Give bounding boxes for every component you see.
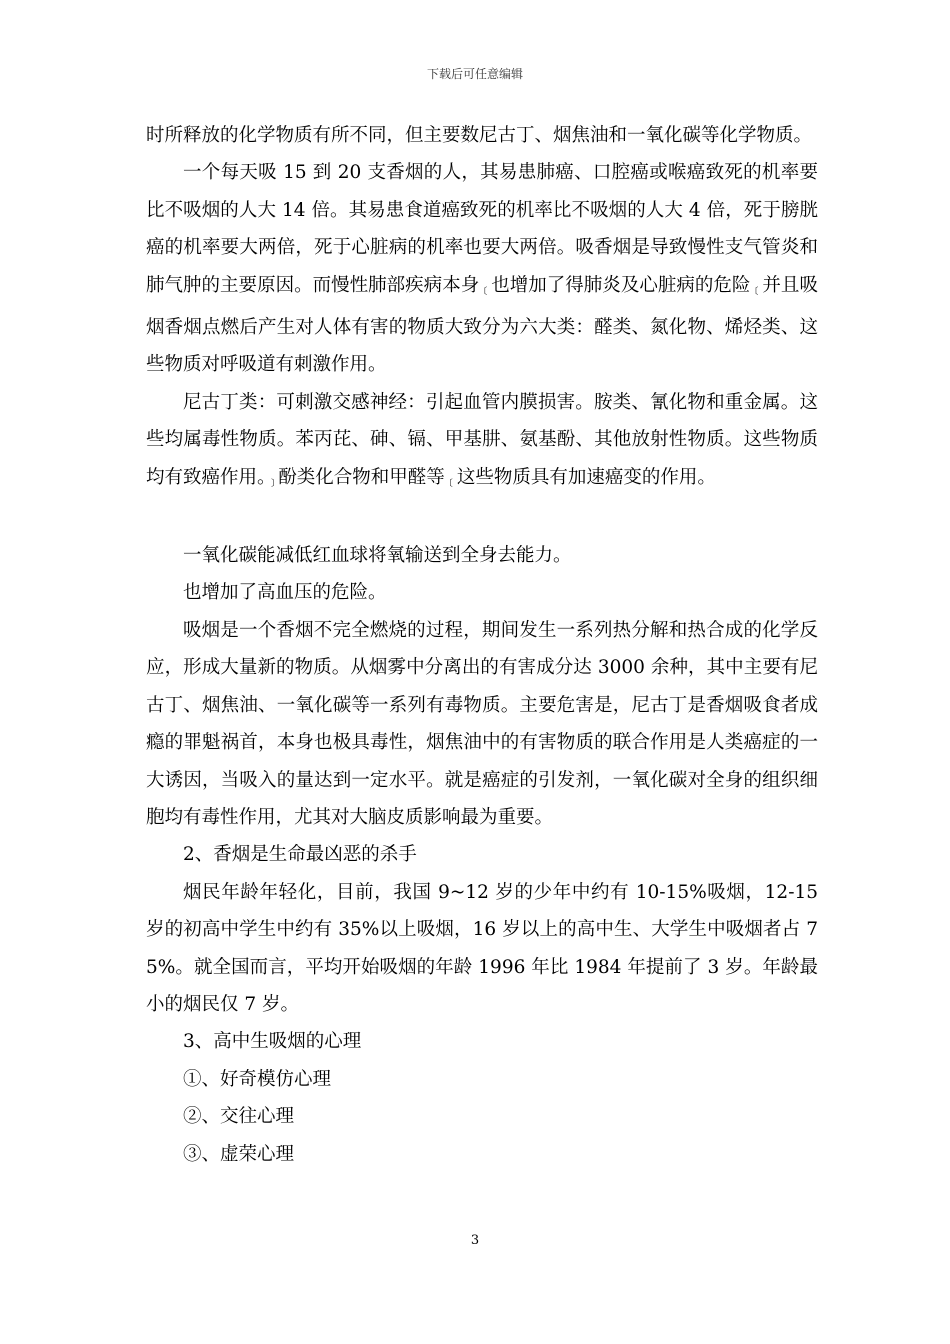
page-number: 3 <box>470 1233 480 1248</box>
paragraph-3 <box>146 384 818 501</box>
paragraph-4: 一氧化碳能减低红血球将氧输送到全身去能力。 <box>183 545 572 567</box>
bracket-mark: ﹝ <box>479 282 492 298</box>
paragraph-3-part-c: 这些物质具有加速癌变的作用。 <box>456 466 716 488</box>
paragraph-2-part-a: 一个每天吸 15 到 20 支香烟的人，其易患肺癌、口腔癌或喉癌致死的机率要比不吸烟的人大 14 倍。其易患食道癌致死的机率比不吸烟的人大 4 倍，死于膀胱癌的机率要大两倍，死于心脏病的机率也要大两倍。吸香烟是导致慢性支气管炎和肺气肿的主要原因。而慢性肺部疾病本身 <box>146 162 818 296</box>
bracket-mark: ﹞ <box>266 474 279 490</box>
paragraph-6: 吸烟是一个香烟不完全燃烧的过程，期间发生一系列热分解和热合成的化学反应，形成大量新的物质。从烟雾中分离出的有害成分达 3000 余种，其中主要有尼古丁、烟焦油、一氧化碳等一系列有毒物质。主要危害是，尼古丁是香烟吸食者成瘾的罪魁祸首，本身也极具毒性，烟焦油中的有害物质的联合作用是人类癌症的一大诱因，当吸入的量达到一定水平。就是癌症的引发剂，一氧化碳对全身的组织细胞均有毒性作用，尤其对大脑皮质影响最为重要。 <box>146 619 818 828</box>
section-heading-2: 2、香烟是生命最凶恶的杀手 <box>183 844 417 866</box>
list-item: ②、交往心理 <box>183 1106 295 1128</box>
bracket-mark: ﹝ <box>750 282 763 298</box>
paragraph-2-part-c: 并且吸烟香烟点燃后产生对人体有害的物质大致分为六大类：醛类、氮化物、烯烃类、这些物质对呼吸道有刺激作用。 <box>146 274 818 376</box>
paragraph-2 <box>146 154 818 383</box>
list-item: ③、虚荣心理 <box>183 1143 295 1165</box>
paragraph-2-part-b: 也增加了得肺炎及心脏病的危险 <box>491 274 751 296</box>
paragraph-3-part-b: 酚类化合物和甲醛等 <box>278 466 445 488</box>
paragraph-8: 烟民年龄年轻化，目前，我国 9~12 岁的少年中约有 10-15%吸烟，12-15 岁的初高中学生中约有 35%以上吸烟，16 岁以上的高中生、大学生中吸烟者占 75%。就全国而言，平均开始吸烟的年龄 1996 年比 1984 年提前了 3 岁。年龄最小的烟民仅 7 岁。 <box>146 881 818 1015</box>
page-header: 下载后可任意编辑 <box>426 67 523 81</box>
paragraph-5: 也增加了高血压的危险。 <box>183 582 387 604</box>
paragraph-3-part-a: 尼古丁类：可刺激交感神经：引起血管内膜损害。胺类、氰化物和重金属。这些均属毒性物质。苯丙芘、砷、镉、甲基肼、氨基酚、其他放射性物质。这些物质均有致癌作用。 <box>146 391 818 488</box>
list-item: ①、好奇模仿心理 <box>183 1068 332 1090</box>
paragraph-1: 时所释放的化学物质有所不同，但主要数尼古丁、烟焦油和一氧化碳等化学物质。 <box>146 125 813 146</box>
bracket-mark: ﹝ <box>444 474 457 490</box>
section-heading-3: 3、高中生吸烟的心理 <box>183 1031 362 1053</box>
document-body <box>146 117 818 1173</box>
blank-line <box>146 501 818 537</box>
